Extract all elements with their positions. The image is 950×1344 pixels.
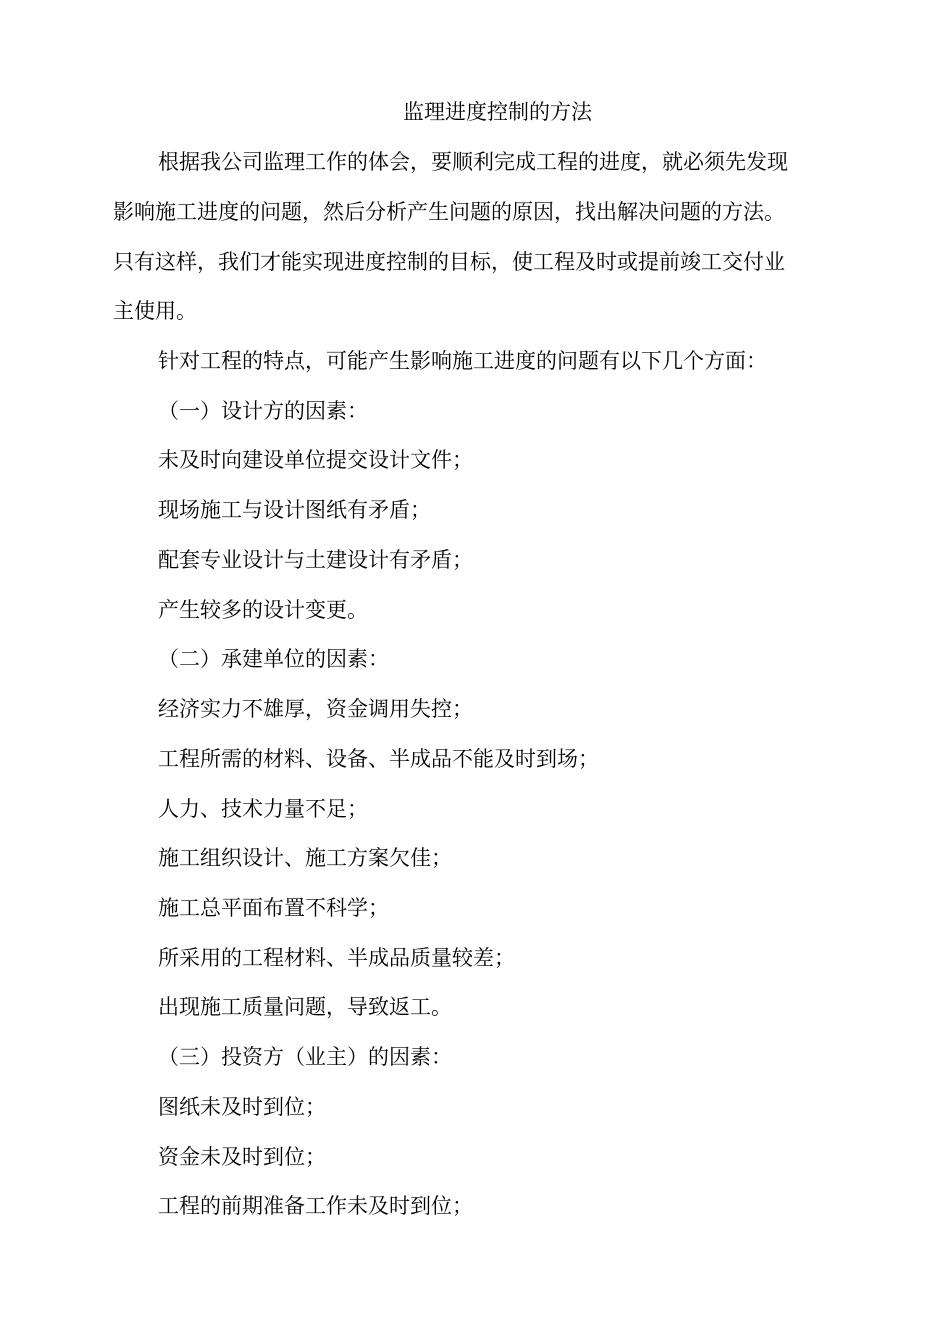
list-item: 出现施工质量问题，导致返工。 [158, 995, 452, 1019]
list-item: 资金未及时到位； [158, 1145, 326, 1169]
list-item: 经济实力不雄厚，资金调用失控； [158, 697, 473, 721]
list-item: 所采用的工程材料、半成品质量较差； [158, 946, 515, 970]
list-item: 未及时向建设单位提交设计文件； [158, 448, 473, 472]
section-heading-design: （一）设计方的因素： [158, 399, 368, 423]
list-item: 图纸未及时到位； [158, 1095, 326, 1119]
section-heading-contractor: （二）承建单位的因素： [158, 647, 389, 671]
document-title: 监理进度控制的方法 [403, 100, 592, 124]
lead-paragraph: 针对工程的特点，可能产生影响施工进度的问题有以下几个方面： [158, 349, 767, 373]
list-item: 工程的前期准备工作未及时到位； [158, 1194, 473, 1218]
list-item: 现场施工与设计图纸有矛盾； [158, 498, 431, 522]
list-item: 施工总平面布置不科学； [158, 896, 389, 920]
intro-line-4: 主使用。 [113, 299, 197, 323]
list-item: 工程所需的材料、设备、半成品不能及时到场； [158, 747, 599, 771]
list-item: 人力、技术力量不足； [158, 797, 368, 821]
intro-line-3: 只有这样，我们才能实现进度控制的目标，使工程及时或提前竣工交付业 [113, 250, 785, 274]
list-item: 施工组织设计、施工方案欠佳； [158, 846, 452, 870]
section-heading-owner: （三）投资方（业主）的因素： [158, 1045, 452, 1069]
intro-line-2: 影响施工进度的问题，然后分析产生问题的原因，找出解决问题的方法。 [113, 200, 785, 224]
list-item: 产生较多的设计变更。 [158, 598, 368, 622]
intro-line-1: 根据我公司监理工作的体会，要顺利完成工程的进度，就必须先发现 [158, 150, 788, 174]
list-item: 配套专业设计与土建设计有矛盾； [158, 548, 473, 572]
